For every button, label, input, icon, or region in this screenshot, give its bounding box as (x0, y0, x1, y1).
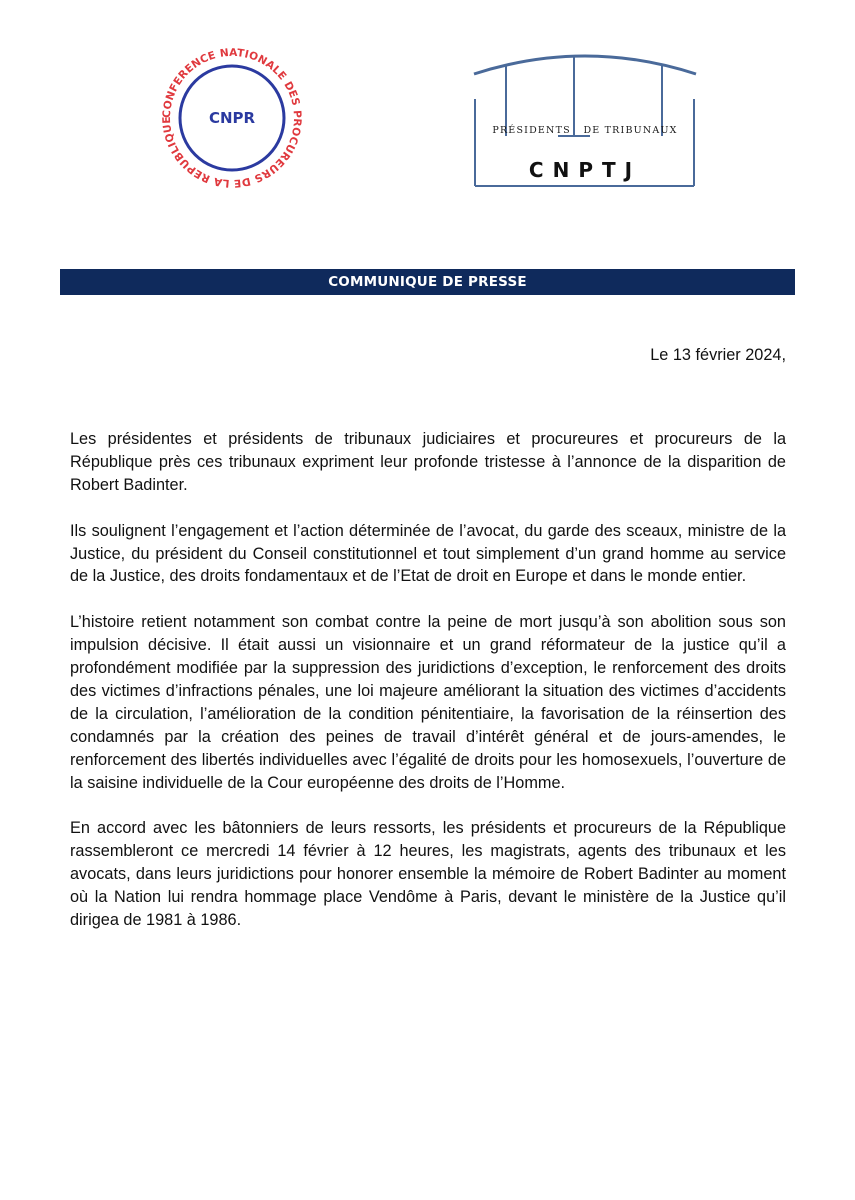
paragraph-3: L’histoire retient notamment son combat contre la peine de mort jusqu’à son abolition sous son impulsion décisive. Il était aussi un visionnaire et un grand réformateur de la justice qu’il a profondément modifiée par la suppression des juridictions d’exception, le renforcement des droits des victimes d’infractions pénales, une loi majeure améliorant la situation des victimes d’accidents de la circulation, l’amélioration de la condition pénitentiaire, la favorisation de la réinsertion des condamnés par la création des peines de travail d’intérêt général et de jours-amendes, le renforcement des libertés individuelles avec l’égalité de droits pour les homosexuels, l’ouverture de la saisine individuelle de la Cour européenne des droits de l’Homme. (70, 613, 786, 792)
press-release-banner: COMMUNIQUE DE PRESSE (60, 269, 795, 295)
paragraph-2: Ils soulignent l’engagement et l’action déterminée de l’avocat, du garde des sceaux, ministre de la Justice, du président du Conseil constitutionnel et tout simplement d’un grand homme au service de la Justice, des droits fondamentaux et de l’Etat de droit en Europe et dans le monde entier. (70, 521, 786, 586)
cnpr-logo (158, 44, 306, 192)
paragraph-1: Les présidentes et présidents de tribunaux judiciaires et procureures et procureurs de la République près ces tribunaux expriment leur profonde tristesse à l’annonce de la disparition de Robert Badinter. (70, 430, 786, 494)
cnptj-logo-subtitle: PRÉSIDENTS DE TRIBUNAUX (492, 125, 678, 136)
release-date: Le 13 février 2024, (650, 346, 786, 364)
cnpr-logo-center: CNPR (208, 109, 256, 127)
release-body (70, 428, 786, 955)
cnptj-logo (470, 44, 700, 190)
cnpr-logo-ring-text: CONFERENCE NATIONALE DES PROCUREURS DE LA REPUBLIQUE (160, 46, 304, 190)
paragraph-4: En accord avec les bâtonniers de leurs ressorts, les présidents et procureurs de la République rassembleront ce mercredi 14 février à 12 heures, les magistrats, agents des tribunaux et les avocats, dans leurs juridictions pour honorer ensemble la mémoire de Robert Badinter au moment où la Nation lui rendra hommage place Vendôme à Paris, devant le ministère de la Justice qu’il dirigea de 1981 à 1986. (70, 819, 786, 929)
cnptj-logo-acronym: CNPTJ (528, 158, 642, 182)
